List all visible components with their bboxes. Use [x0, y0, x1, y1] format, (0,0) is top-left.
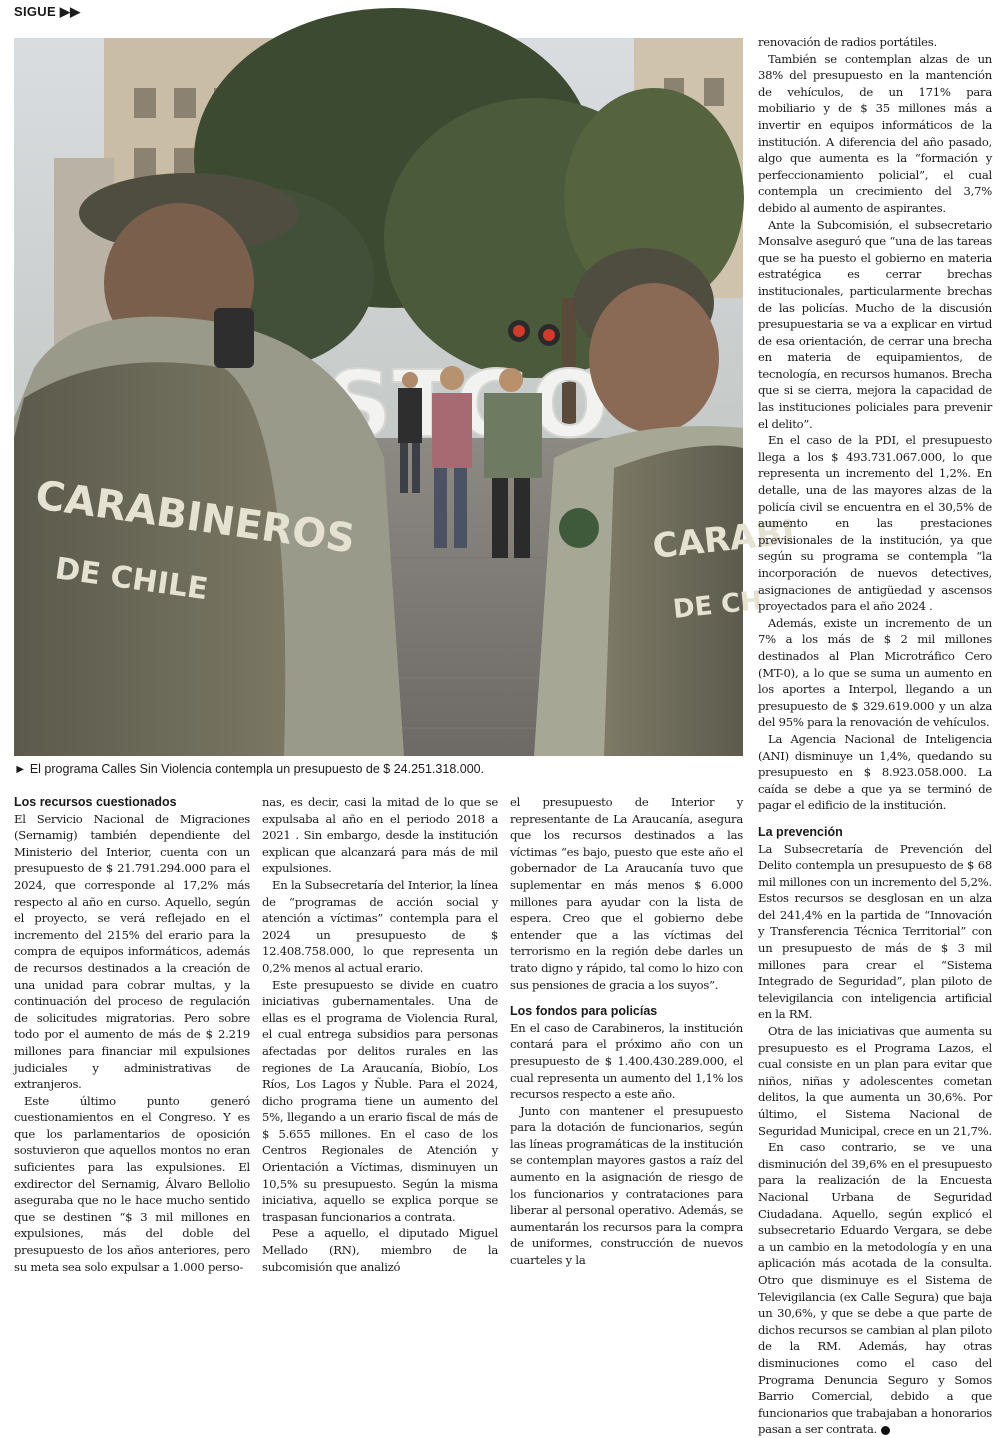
- paragraph: La Agencia Nacional de Inteligencia (ANI) disminuye un 1,4%, quedando su presupuesto en $ 8.923.058.000. La caída se debe a que ya se terminó de pagar el edificio de la institución.: [758, 731, 992, 813]
- paragraph-text: En caso contrario, se ve una disminución del 39,6% en el presupuesto para la realización de la Encuesta Nacional Urbana de Seguridad Ciudadana. Aquello, según explicó el subsecretario Eduardo Vergara, se debe a un cambio en la metodología y en una aplicación más acotada de la consulta. Otro que disminuye es el Sistema de Televigilancia (ex Calle Segura) que baja un 30,6%, y que se debe a que parte de dichos recursos se cambian al plan piloto de la RM. Además, hay otras disminuciones como el caso del Programa Denuncia Seguro y Somos Barrio Comercial, debido a que funcionarios que trabajaban a honorarios pasan a ser contrata.: [758, 1140, 992, 1437]
- paragraph: el presupuesto de Interior y representante de La Araucanía, asegura que los recursos destinados a las víctimas “es bajo, puesto que este año el gobernador de La Araucanía tuvo que suplementar en más menos $ 6.000 millones para ayudar con la lista de espera. Creo que el gobierno debe entender que a las víctimas del terrorismo en la región debe darles un trato digno y rápido, tal como lo hizo con sus pensiones de gracia a los suyos”.: [510, 795, 743, 992]
- paragraph: Además, existe un incremento de un 7% a los más de $ 2 mil millones destinados al Plan Microtráfico Cero (MT-0), a lo que se suma un aumento en los aportes a Interpol, llegando a un presupuesto de $ 329.619.000 y un alza del 95% para la renovación de vehículos.: [758, 615, 992, 730]
- section-heading-prevencion: La prevención: [758, 824, 843, 839]
- news-photo: [14, 38, 797, 756]
- paragraph: renovación de radios portátiles.: [758, 35, 937, 49]
- section-heading-fondos: Los fondos para policías: [510, 1004, 658, 1019]
- paragraph: nas, es decir, casi la mitad de lo que se expulsaba al año en el periodo 2018 a 2021 . Sin embargo, desde la institución explican que alcanzará para más de mil expulsiones.: [262, 795, 498, 876]
- vest-text-left: CARABINEROS: [32, 472, 358, 563]
- paragraph: [758, 1139, 992, 1438]
- vest-text-right: CARABI: [650, 512, 797, 567]
- paragraph: También se contemplan alzas de un 38% del presupuesto en la mantención de vehículos, de un 171% para mobiliario y de $ 35 millones más a invertir en equipos informáticos de la institución. A diferencia del año pasado, algo que aumenta es la “formación y perfeccionamiento policial”, el cual contempla un crecimiento del 3,7% debido al aumento de aspirantes.: [758, 51, 992, 215]
- article-column-4: [758, 34, 992, 1438]
- end-of-article-icon: [881, 1426, 890, 1435]
- article-column-2: [262, 794, 498, 1275]
- section-label: SIGUE ▶▶: [14, 4, 81, 19]
- photo-caption: ► El programa Calles Sin Violencia contempla un presupuesto de $ 24.251.318.000.: [14, 762, 485, 776]
- paragraph: Ante la Subcomisión, el subsecretario Monsalve aseguró que “una de las tareas que se ha puesto el gobierno en materia estratégica es cerrar brechas institucionales, particularmente brechas de las policías. Mucho de la discusión presupuestaria se va a explicar en virtud de esa orientación, de cerrar una brecha en materia de equipamientos, de tecnología, en recursos humanos. Brecha que si se cierra, mejora la capacidad de las instituciones policiales para prevenir el delito”.: [758, 217, 992, 431]
- paragraph: En el caso de la PDI, el presupuesto llega a los $ 493.731.067.000, lo que representa un incremento del 1,2%. En detalle, una de las mayores alzas de la policía civil se encuentra en el 30,5% de aumento en las prestaciones previsionales de la institución, ya que según su programa se contempla “la incorporación de nuevos detectives, asignaciones de antigüedad y ascensos proyectados para el año 2024 .: [758, 433, 992, 614]
- vest-subtext-right: DE CH: [671, 585, 764, 625]
- paragraph: En el caso de Carabineros, la institución contará para el próximo año con un presupuesto de $ 1.400.430.289.000, el cual representa un aumento del 1,1% los recursos respecto a este año.: [510, 1020, 743, 1102]
- article-column-1: [14, 794, 250, 1275]
- paragraph: El Servicio Nacional de Migraciones (Sernamig) también dependiente del Ministerio del Interior, cuenta con un presupuesto de $ 21.791.294.000 para el 2024, que corresponde al 17,2% más respecto al año en curso. Aquello, según el proyecto, se verá reflejado en el incremento del 215% del erario para la compra de equipos informáticos, además de recursos destinados a la creación de una unidad para cobrar multas, y la continuación del proceso de regulación de solicitudes migratorias. Pero sobre todo por el aumento de más de $ 2.219 millones para financiar mil expulsiones judiciales y administrativas de extranjeros.: [14, 811, 250, 1092]
- paragraph: La Subsecretaría de Prevención del Delito contempla un presupuesto de $ 68 mil millones con un incremento del 5,2%. Estos recursos se desglosan en un alza del 241,4% en la partida de “Innovación y Transferencia Técnica Territorial” con un presupuesto de más de $ 3 mil millones para crear el “Sistema Integrado de Seguridad”, plan piloto de televigilancia con inteligencia artificial en la RM.: [758, 841, 992, 1022]
- vest-subtext-left: DE CHILE: [52, 551, 211, 608]
- paragraph: En la Subsecretaría del Interior, la línea de “programas de acción social y atención a víctimas” contempla para el 2024 un presupuesto de $ 12.408.758.000, lo que representa un 0,2% menos al actual erario.: [262, 877, 498, 975]
- paragraph: Otra de las iniciativas que aumenta su presupuesto es el Programa Lazos, el cual consiste en un plan para evitar que niños, niñas y adolescentes cometan delitos, la que aumenta un 30,6%. Por último, el Sistema Nacional de Seguridad Municipal, crece en un 21,7%.: [758, 1024, 992, 1138]
- paragraph: Junto con mantener el presupuesto para la dotación de funcionarios, según las líneas programáticas de la institución se contemplan mayores gastos a raíz del aumento en la asignación de riesgo de los funcionarios y contrataciones para liberar al personal operativo. Además, se aumentarán los recursos para la compra de uniformes, construcción de nuevos cuarteles y la: [510, 1103, 743, 1268]
- section-heading-recursos: Los recursos cuestionados: [14, 795, 177, 809]
- article-column-3: [510, 794, 743, 1269]
- paragraph: Este presupuesto se divide en cuatro iniciativas gubernamentales. Una de ellas es el programa de Violencia Rural, el cual entrega subsidios para personas afectadas por delitos rurales en las regiones de La Araucanía, Biobío, Los Ríos, Los Lagos y Ñuble. Para el 2024, dicho programa tiene un aumento del 5%, llegando a un erario fiscal de más de $ 5.655 millones. En el caso de los Centros Regionales de Atención y Orientación a Víctimas, disminuyen un 10,5% su presupuesto. Según la misma iniciativa, aquello se explica porque se traspasan funcionarios a contrata.: [262, 977, 498, 1224]
- paragraph: Pese a aquello, el diputado Miguel Mellado (RN), miembro de la subcomisión que analizó: [262, 1226, 498, 1274]
- paragraph: Este último punto generó cuestionamientos en el Congreso. Y es que los parlamentarios de oposición sostuvieron que aquellos montos no eran suficientes para las expulsiones. El exdirector del Sernamig, Álvaro Bellolio aseguraba que no le hace mucho sentido que se destinen “$ 3 mil millones en expulsiones, más del doble del presupuesto de los años anteriores, pero su meta sea solo expulsar a 1.000 perso-: [14, 1093, 250, 1274]
